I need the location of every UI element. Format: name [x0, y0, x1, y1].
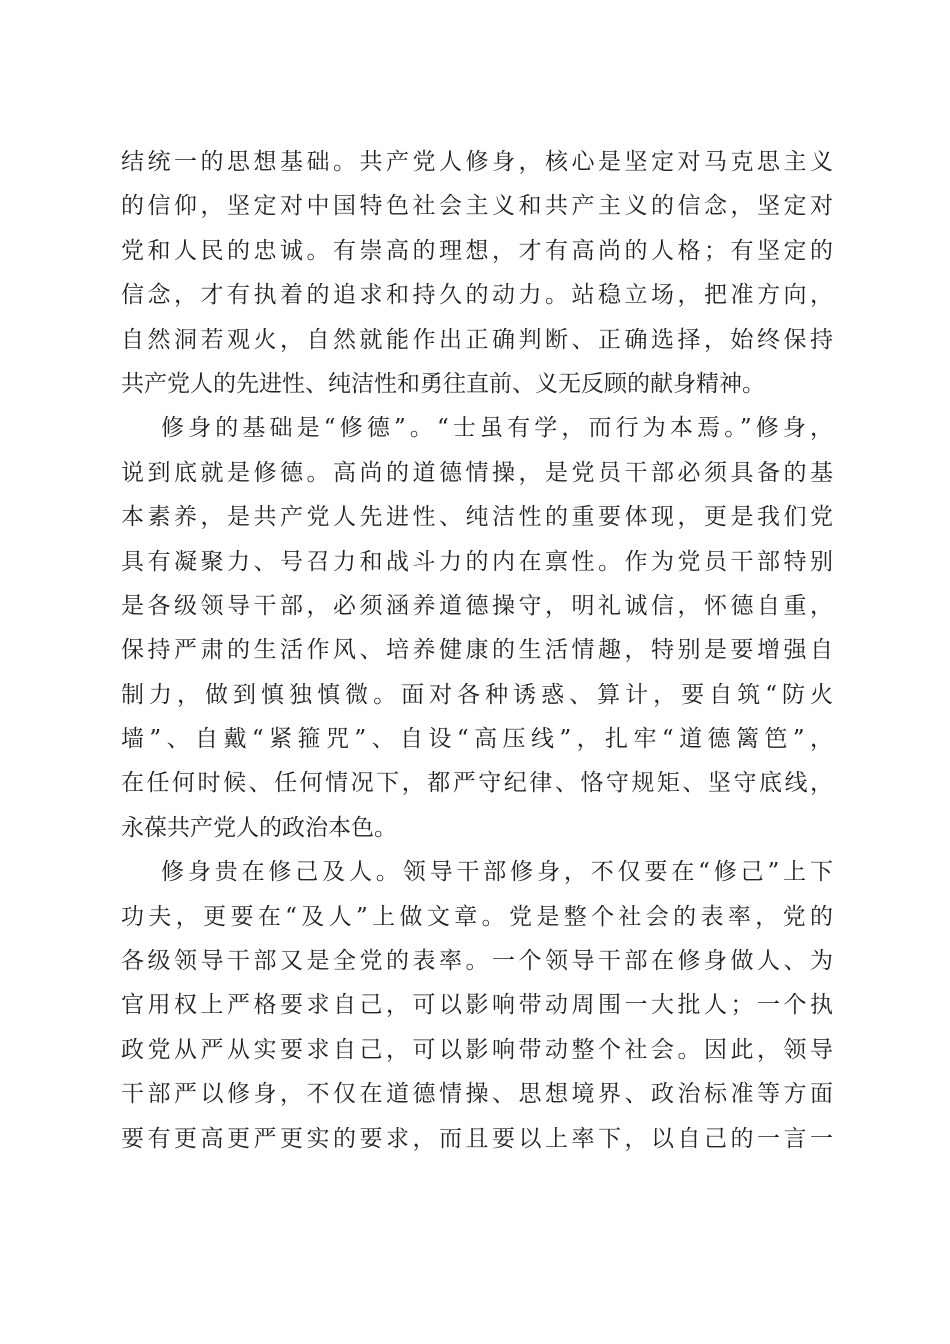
text-line: 政党从严从实要求自己，可以影响带动整个社会。因此，领导 [121, 1036, 833, 1063]
text-line: 说到底就是修德。高尚的道德情操，是党员干部必须具备的基 [121, 459, 833, 486]
text-line: 墙”、自戴“紧箍咒”、自设“高压线”，扎牢“道德篱笆”， [121, 726, 833, 753]
text-line: 结统一的思想基础。共产党人修身，核心是坚定对马克思主义 [121, 149, 833, 175]
text-line: 是各级领导干部，必须涵养道德操守，明礼诚信，怀德自重， [121, 592, 833, 619]
text-line: 保持严肃的生活作风、培养健康的生活情趣，特别是要增强自 [121, 637, 833, 664]
text-line: 官用权上严格要求自己，可以影响带动周围一大批人；一个执 [121, 992, 833, 1019]
body-text [121, 140, 833, 1161]
paragraph-2 [121, 406, 833, 850]
text-line: 共产党人的先进性、纯洁性和勇往直前、义无反顾的献身精神。 [121, 370, 765, 397]
text-line: 的信仰，坚定对中国特色社会主义和共产主义的信念，坚定对 [121, 193, 833, 220]
text-line: 各级领导干部又是全党的表率。一个领导干部在修身做人、为 [121, 948, 833, 975]
text-line: 本素养，是共产党人先进性、纯洁性的重要体现，更是我们党 [121, 504, 833, 531]
text-line: 干部严以修身，不仅在道德情操、思想境界、政治标准等方面 [121, 1081, 833, 1108]
text-line: 党和人民的忠诚。有崇高的理想，才有高尚的人格；有坚定的 [121, 237, 833, 264]
text-line: 修身贵在修己及人。领导干部修身，不仅要在“修己”上下 [161, 859, 833, 886]
text-line: 在任何时候、任何情况下，都严守纪律、恪守规矩、坚守底线， [121, 770, 833, 797]
text-line: 永葆共产党人的政治本色。 [121, 814, 397, 841]
text-line: 修身的基础是“修德”。“士虽有学，而行为本焉。”修身， [161, 415, 833, 442]
paragraph-3 [121, 850, 833, 1161]
text-line: 具有凝聚力、号召力和战斗力的内在禀性。作为党员干部特别 [121, 548, 833, 575]
text-line: 功夫，更要在“及人”上做文章。党是整个社会的表率，党的 [121, 903, 833, 930]
text-line: 自然洞若观火，自然就能作出正确判断、正确选择，始终保持 [121, 326, 833, 353]
text-line: 信念，才有执着的追求和持久的动力。站稳立场，把准方向， [121, 282, 833, 309]
text-line: 要有更高更严更实的要求，而且要以上率下，以自己的一言一 [121, 1125, 833, 1152]
paragraph-1 [121, 140, 833, 406]
text-line: 制力，做到慎独慎微。面对各种诱惑、算计，要自筑“防火 [121, 681, 833, 708]
